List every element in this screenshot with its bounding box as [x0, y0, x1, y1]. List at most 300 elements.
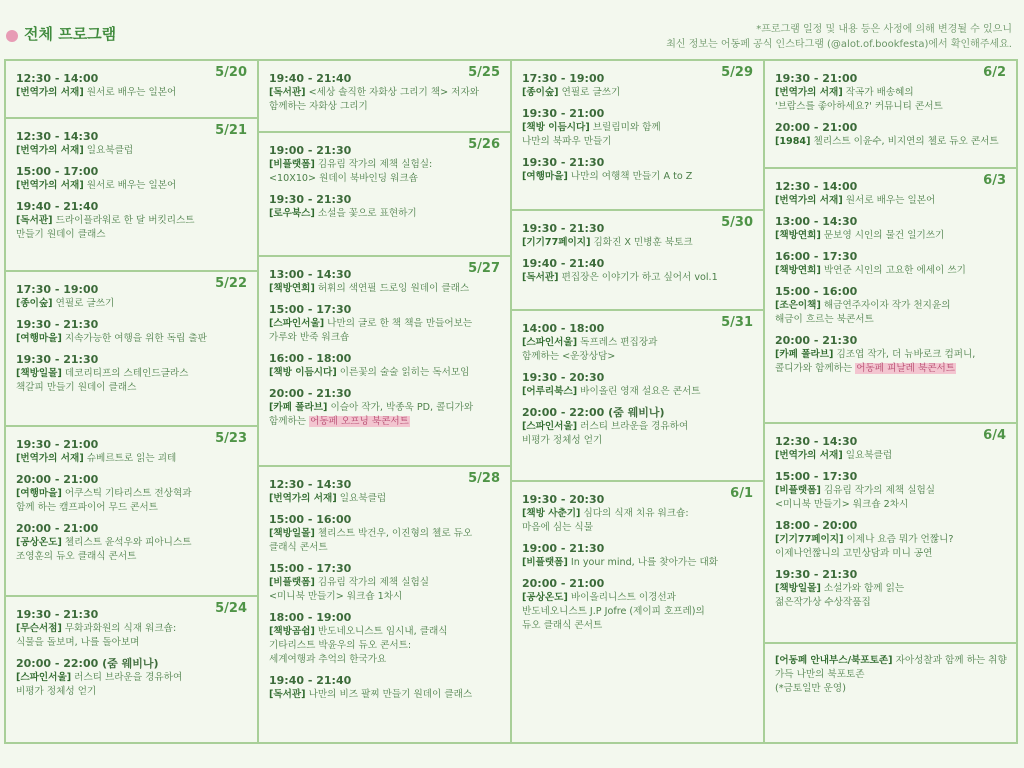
event-time: 19:00 - 21:30: [269, 144, 352, 157]
event-time: 15:00 - 17:30: [269, 303, 352, 316]
event-venue: [스파인서울]: [522, 421, 578, 432]
event-item: [775, 434, 1010, 463]
event-time: 15:00 - 16:00: [775, 285, 858, 298]
event-venue: [독서관]: [269, 87, 306, 98]
event-description: [269, 158, 504, 172]
event-venue: [여행마을]: [522, 171, 568, 182]
day-block: [765, 642, 1016, 743]
event-description-line: [775, 313, 1010, 327]
event-time: 19:30 - 21:00: [775, 72, 858, 85]
notice: [666, 22, 1012, 52]
event-text: 편집장은 이야기가 하고 싶어서 vol.1: [561, 272, 718, 283]
notice-line-2: 최신 정보는 어동페 공식 인스타그램 (@alot.of.bookfesta)에서 확인해주세요.: [666, 39, 1012, 50]
day-block: [6, 270, 257, 425]
event-description-line: [775, 682, 1010, 696]
event-text-line: <미니북 만들기> 워크숍 1차시: [269, 591, 403, 602]
day-date: 6/3: [983, 173, 1006, 188]
event-description-line: [16, 550, 251, 564]
event-text: 나만의 여행책 만들기 A to Z: [570, 171, 693, 182]
event-venue: [기기77페이지]: [775, 534, 844, 545]
day-date: 5/22: [215, 276, 247, 291]
highlighted-event-title: 어동페 오프닝 북콘서트: [310, 416, 409, 427]
event-description: [16, 144, 251, 158]
event-text: 김유림 작가의 제책 실험실:: [317, 159, 433, 170]
event-venue: [독서관]: [269, 689, 306, 700]
event-time: 12:30 - 14:30: [775, 435, 858, 448]
day-block: [259, 131, 510, 255]
event-item: [16, 472, 251, 515]
event-item: [522, 155, 757, 184]
event-description: [16, 622, 251, 636]
event-venue: [책방일몰]: [775, 583, 821, 594]
event-description: [522, 591, 757, 605]
day-block: [765, 422, 1016, 642]
event-text: 해금연주자이자 작가 천지윤의: [823, 300, 951, 311]
event-item: [269, 673, 504, 702]
event-venue: [카페 폴라브]: [775, 349, 834, 360]
day-block: [259, 59, 510, 131]
title-dot-icon: [6, 30, 18, 42]
event-time: 20:00 - 22:00 (줌 웨비나): [16, 657, 159, 670]
event-text-line: 조영훈의 듀오 클래식 콘서트: [16, 551, 137, 562]
event-item: [775, 179, 1010, 208]
event-venue: [책방 이듬시다]: [269, 367, 337, 378]
event-description-line: [16, 228, 251, 242]
event-venue: [비플랫폼]: [269, 159, 315, 170]
event-time: 19:00 - 21:30: [522, 542, 605, 555]
event-description: [522, 170, 757, 184]
day-date: 5/25: [468, 65, 500, 80]
event-text: 자아성찰과 함께 하는 취향 가득 나만의 북포토존: [775, 655, 1007, 680]
event-text: 반도네오니스트 임시내, 클래식: [317, 626, 448, 637]
day-date: 6/4: [983, 428, 1006, 443]
event-time: 15:00 - 17:30: [775, 470, 858, 483]
event-time: 15:00 - 17:30: [269, 562, 352, 575]
event-text: 브릴림미와 함께: [592, 122, 661, 133]
event-item: [775, 120, 1010, 149]
event-venue: [어동페 안내부스/북포토존]: [775, 655, 893, 666]
event-text-line: 젊은작가상 수상작품집: [775, 597, 871, 608]
event-description-line: [269, 415, 504, 429]
event-venue: [번역가의 서재]: [775, 450, 843, 461]
event-text: 첼리스트 윤석우와 피아니스트: [64, 537, 192, 548]
event-venue: [번역가의 서재]: [775, 87, 843, 98]
event-text: 첼리스트 박건우, 이진형의 첼로 듀오: [317, 528, 473, 539]
event-description-line: [269, 541, 504, 555]
highlighted-event-title: 어동페 피날레 북콘서트: [856, 363, 956, 374]
event-description-line: [269, 331, 504, 345]
event-time: 19:30 - 21:30: [775, 568, 858, 581]
program-board: [4, 59, 1018, 743]
event-text: 드라이플라워로 한 달 버킷리스트: [55, 215, 195, 226]
event-venue: [비플랫폼]: [269, 577, 315, 588]
event-time: 19:30 - 21:30: [16, 608, 99, 621]
event-venue: [번역가의 서재]: [269, 493, 337, 504]
event-text: 바이올린 영재 설요은 콘서트: [580, 386, 701, 397]
event-text: 나만의 비즈 팔찌 만들기 원데이 클래스: [308, 689, 473, 700]
event-item: [16, 317, 251, 346]
event-description-line: [269, 100, 504, 114]
day-block: [259, 465, 510, 743]
event-time: 19:30 - 21:30: [522, 156, 605, 169]
event-item: [775, 214, 1010, 243]
event-item: [522, 256, 757, 285]
event-description-line: [269, 172, 504, 186]
event-venue: [종이숲]: [522, 87, 559, 98]
event-item: [522, 405, 757, 448]
event-venue: [독서관]: [522, 272, 559, 283]
event-venue: [비플랫폼]: [522, 557, 568, 568]
event-text: 이슬아 작가, 박종욱 PD, 콜디가와: [330, 402, 474, 413]
event-time: 20:00 - 21:00: [522, 577, 605, 590]
event-text: 원서로 배우는 일본어: [845, 195, 936, 206]
day-date: 5/21: [215, 123, 247, 138]
event-text-line: <미니북 만들기> 워크숍 2차시: [775, 499, 909, 510]
event-item: [775, 284, 1010, 327]
event-description: [522, 271, 757, 285]
event-text-line: 기타리스트 박윤우의 듀오 콘서트:: [269, 640, 412, 651]
event-description-line: [775, 547, 1010, 561]
event-text-line: (*금토일만 운영): [775, 683, 846, 694]
event-text-line: <10X10> 원데이 북바인딩 워크숍: [269, 173, 418, 184]
event-text: 무화과화원의 식재 워크숍:: [64, 623, 177, 634]
event-venue: [여행마을]: [16, 488, 62, 499]
event-item: [269, 302, 504, 345]
event-time: 19:40 - 21:40: [269, 674, 352, 687]
event-text: 심다의 식재 치유 워크숍:: [583, 508, 689, 519]
event-description-line: [269, 639, 504, 653]
event-description: [522, 556, 757, 570]
event-venue: [책방곰쉼]: [269, 626, 315, 637]
event-venue: [스파인서울]: [16, 672, 72, 683]
event-venue: [책방 사춘기]: [522, 508, 581, 519]
day-date: 5/27: [468, 261, 500, 276]
event-text: 원서로 배우는 일본어: [86, 87, 177, 98]
event-description: [269, 625, 504, 639]
event-text-line: '브람스를 좋아하세요?' 커뮤니티 콘서트: [775, 101, 943, 112]
event-description: [269, 366, 504, 380]
event-time: 19:30 - 21:30: [16, 318, 99, 331]
event-text-line: 만들기 원데이 클래스: [16, 229, 106, 240]
event-venue: [책방연희]: [775, 265, 821, 276]
event-description: [775, 582, 1010, 596]
day-date: 5/23: [215, 431, 247, 446]
event-time: 19:40 - 21:40: [522, 257, 605, 270]
event-description-line: [522, 135, 757, 149]
event-venue: [책방일몰]: [16, 368, 62, 379]
event-description: [522, 86, 757, 100]
event-text-line: 콜디가와 함께하는: [775, 363, 853, 374]
event-time: 17:30 - 19:00: [16, 283, 99, 296]
event-venue: [스파인서울]: [522, 337, 578, 348]
event-text-line: 함께 하는 캠프파이어 무드 콘서트: [16, 502, 158, 513]
event-description: [16, 671, 251, 685]
event-item: [16, 521, 251, 564]
event-venue: [책방 이듬시다]: [522, 122, 590, 133]
event-description-line: [522, 350, 757, 364]
event-text: 김유림 작가의 제책 실험실: [317, 577, 429, 588]
event-time: 12:30 - 14:00: [775, 180, 858, 193]
event-description: [269, 527, 504, 541]
event-time: 19:40 - 21:40: [16, 200, 99, 213]
event-item: [16, 164, 251, 193]
event-description-line: [775, 100, 1010, 114]
event-description: [522, 385, 757, 399]
event-item: [775, 654, 1010, 696]
event-item: [775, 469, 1010, 512]
event-text: 소설을 꽃으로 표현하기: [317, 208, 417, 219]
event-description-line: [16, 381, 251, 395]
event-description-line: [522, 521, 757, 535]
event-item: [522, 106, 757, 149]
day-date: 5/24: [215, 601, 247, 616]
event-venue: [어루리북스]: [522, 386, 578, 397]
event-time: 20:00 - 21:00: [775, 121, 858, 134]
event-text: 바이올리니스트 이경선과: [570, 592, 676, 603]
event-time: 20:00 - 21:30: [775, 334, 858, 347]
event-description-line: [775, 596, 1010, 610]
event-text: 김유림 작가의 제책 실험실: [823, 485, 935, 496]
bottom-divider: [4, 742, 1018, 744]
event-description: [269, 401, 504, 415]
event-time: 15:00 - 16:00: [269, 513, 352, 526]
event-text: 연필로 글쓰기: [561, 87, 621, 98]
event-description-line: [16, 501, 251, 515]
event-venue: [독서관]: [16, 215, 53, 226]
event-text: 허휘의 색연필 드로잉 원데이 클래스: [317, 283, 470, 294]
event-description-line: [775, 362, 1010, 376]
event-description: [775, 264, 1010, 278]
event-text-line: 클래식 콘서트: [269, 542, 328, 553]
event-item: [775, 333, 1010, 376]
event-time: 12:30 - 14:30: [269, 478, 352, 491]
event-item: [16, 352, 251, 395]
day-block: [6, 59, 257, 117]
event-text-line: 함께하는: [269, 416, 307, 427]
event-description-line: [522, 605, 757, 619]
event-text: 박연준 시인의 고요한 에세이 쓰기: [823, 265, 966, 276]
event-text-line: 마음에 심는 식물: [522, 522, 593, 533]
event-description-line: 세계여행과 추억의 한국가요: [269, 654, 387, 665]
event-time: 20:00 - 21:00: [16, 522, 99, 535]
event-venue: [번역가의 서재]: [16, 453, 84, 464]
event-description: [16, 452, 251, 466]
event-time: 15:00 - 17:00: [16, 165, 99, 178]
day-block: [765, 59, 1016, 167]
day-block: [6, 425, 257, 595]
event-description: [775, 348, 1010, 362]
event-text-line: 가루와 반죽 워크숍: [269, 332, 350, 343]
event-description: [522, 236, 757, 250]
event-text: 지속가능한 여행을 위한 독립 출판: [64, 333, 207, 344]
event-venue: [책방연희]: [775, 230, 821, 241]
event-text-line: 비평가 정체성 얻기: [16, 686, 97, 697]
event-venue: [번역가의 서재]: [16, 145, 84, 156]
event-item: [775, 518, 1010, 561]
event-text: 첼리스트 이윤수, 비지연의 첼로 듀오 콘서트: [813, 136, 999, 147]
event-description-line: [16, 685, 251, 699]
event-time: 14:00 - 18:00: [522, 322, 605, 335]
event-text: 이른꽃의 술술 읽히는 독서모임: [339, 367, 470, 378]
event-text: 문보영 시인의 물건 일기쓰기: [823, 230, 945, 241]
event-description: [269, 207, 504, 221]
event-venue: [번역가의 서재]: [16, 180, 84, 191]
event-item: [522, 541, 757, 570]
event-description: [775, 449, 1010, 463]
event-description: [775, 654, 1010, 682]
event-time: 20:00 - 21:30: [269, 387, 352, 400]
day-date: 5/29: [721, 65, 753, 80]
event-text: 나만의 글로 한 책 책을 만들어보는: [327, 318, 473, 329]
event-venue: [1984]: [775, 136, 811, 147]
event-item: [269, 512, 504, 555]
day-date: 6/1: [730, 486, 753, 501]
day-block: [512, 480, 763, 743]
event-venue: [기기77페이지]: [522, 237, 591, 248]
event-description: [269, 492, 504, 506]
event-time: 19:30 - 20:30: [522, 371, 605, 384]
event-description: [16, 297, 251, 311]
event-description: [522, 420, 757, 434]
event-text: 러스티 브라운을 경유하여: [580, 421, 689, 432]
event-description: [16, 536, 251, 550]
event-item: [775, 249, 1010, 278]
event-text: 원서로 배우는 일본어: [86, 180, 177, 191]
event-text-line: 나만의 북파우 만들기: [522, 136, 612, 147]
day-block: [6, 595, 257, 743]
event-time: 19:30 - 21:30: [16, 353, 99, 366]
event-description: [775, 229, 1010, 243]
event-description: [16, 367, 251, 381]
event-item: [522, 492, 757, 535]
event-text-line: 책갈피 만들기 원데이 클래스: [16, 382, 137, 393]
event-description: [16, 487, 251, 501]
event-description: [522, 507, 757, 521]
event-description: [269, 282, 504, 296]
event-description-line: [775, 498, 1010, 512]
event-time: 19:30 - 21:30: [522, 222, 605, 235]
event-time: 12:30 - 14:30: [16, 130, 99, 143]
event-time: 12:30 - 14:00: [16, 72, 99, 85]
day-block: [512, 59, 763, 209]
event-time: 20:00 - 21:00: [16, 473, 99, 486]
event-time: 19:30 - 20:30: [522, 493, 605, 506]
event-time: 19:40 - 21:40: [269, 72, 352, 85]
event-description: [775, 135, 1010, 149]
event-description: [522, 336, 757, 350]
header: [0, 0, 1024, 62]
event-text: <세상 솔직한 자화상 그리기 책> 저자와: [308, 87, 479, 98]
day-block: [765, 167, 1016, 422]
event-text: 연필로 글쓰기: [55, 298, 115, 309]
event-item: [269, 386, 504, 429]
day-block: [259, 255, 510, 465]
schedule-column: [510, 59, 763, 743]
event-description: [522, 121, 757, 135]
event-text-line: 비평가 정체성 얻기: [522, 435, 603, 446]
event-item: [269, 351, 504, 380]
event-text: 김조엽 작가, 더 뉴바로크 컴퍼니,: [836, 349, 976, 360]
event-time: 20:00 - 22:00 (줌 웨비나): [522, 406, 665, 419]
event-description: [269, 317, 504, 331]
event-text: 어쿠스틱 기타리스트 전상혁과: [64, 488, 192, 499]
event-description: [16, 332, 251, 346]
event-venue: [스파인서울]: [269, 318, 325, 329]
event-text: 슈베르트로 읽는 괴테: [86, 453, 177, 464]
event-description: [775, 86, 1010, 100]
event-item: [522, 576, 757, 633]
event-text-line: 해금이 흐르는 북콘서트: [775, 314, 874, 325]
event-venue: [무슨서점]: [16, 623, 62, 634]
event-venue: [카페 폴라브]: [269, 402, 328, 413]
event-venue: [종이숲]: [16, 298, 53, 309]
event-description: [775, 484, 1010, 498]
event-item: [16, 199, 251, 242]
event-venue: [번역가의 서재]: [16, 87, 84, 98]
event-time: 19:30 - 21:30: [269, 193, 352, 206]
event-text-line: 함께하는 자화상 그리기: [269, 101, 368, 112]
event-text: 일요북클럽: [845, 450, 893, 461]
event-description: [775, 533, 1010, 547]
event-item: [269, 561, 504, 604]
page-title: 전체 프로그램: [24, 25, 117, 43]
event-item: [775, 71, 1010, 114]
event-description: [16, 214, 251, 228]
event-time: 18:00 - 20:00: [775, 519, 858, 532]
notice-line-1: *프로그램 일정 및 내용 등은 사정에 의해 변경될 수 있으니: [756, 24, 1012, 35]
day-date: 5/30: [721, 215, 753, 230]
event-venue: [공상온도]: [16, 537, 62, 548]
day-block: [6, 117, 257, 270]
day-date: 5/20: [215, 65, 247, 80]
event-time: 13:00 - 14:30: [269, 268, 352, 281]
event-text: 김화진 X 민병훈 북토크: [593, 237, 693, 248]
event-text: 데코리티프의 스테인드글라스: [64, 368, 189, 379]
day-date: 6/2: [983, 65, 1006, 80]
event-item: [522, 370, 757, 399]
event-venue: [책방연희]: [269, 283, 315, 294]
event-description: [269, 576, 504, 590]
day-date: 5/28: [468, 471, 500, 486]
event-text-line: 이제나언짢니의 고민상담과 미니 공연: [775, 548, 933, 559]
event-description: [775, 299, 1010, 313]
event-description: [269, 86, 504, 100]
event-time: 18:00 - 19:00: [269, 611, 352, 624]
event-description-line: [522, 434, 757, 448]
day-date: 5/26: [468, 137, 500, 152]
event-description: [269, 688, 504, 702]
event-description: [775, 194, 1010, 208]
day-block: [512, 309, 763, 480]
event-item: [16, 656, 251, 699]
event-text: 작곡가 배송혜의: [845, 87, 914, 98]
event-time: 19:30 - 21:00: [16, 438, 99, 451]
event-text: 이제나 요즘 뭐가 언짢니?: [846, 534, 954, 545]
event-item: [269, 192, 504, 221]
event-text: In your mind, 나를 찾아가는 대화: [570, 557, 719, 568]
event-description-line: [269, 590, 504, 604]
event-venue: [책방일몰]: [269, 528, 315, 539]
event-text: 소설가와 함께 읽는: [823, 583, 905, 594]
event-text-line: 반도네오니스트 J.P Jofre (제이피 호프레)의: [522, 606, 705, 617]
event-description: [16, 86, 251, 100]
day-date: 5/31: [721, 315, 753, 330]
event-text: 일요북클럽: [86, 145, 134, 156]
event-item: [775, 567, 1010, 610]
event-venue: [공상온도]: [522, 592, 568, 603]
event-time: 17:30 - 19:00: [522, 72, 605, 85]
schedule-column: [4, 59, 257, 743]
